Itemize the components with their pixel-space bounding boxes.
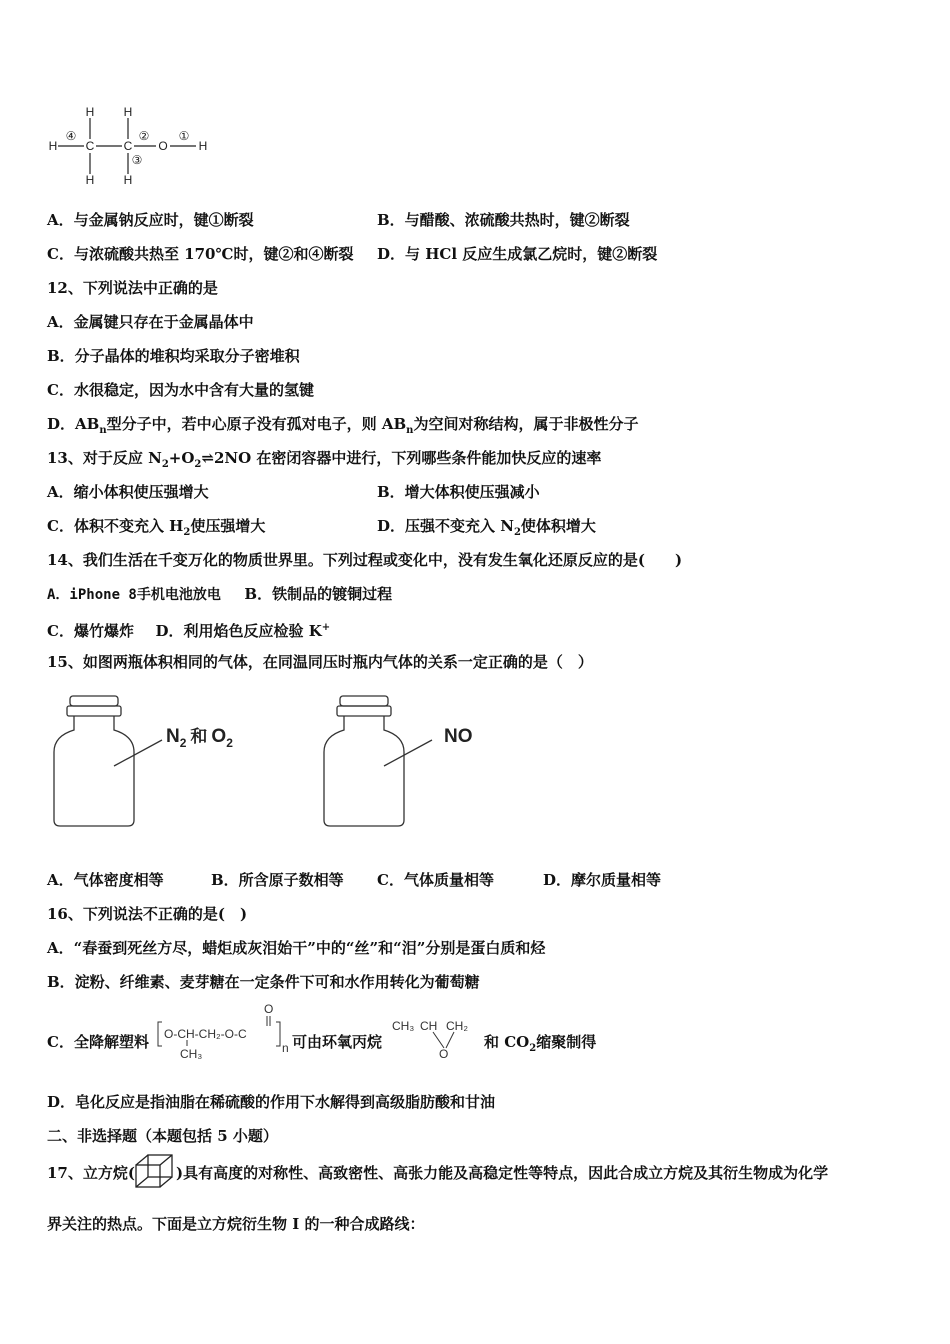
section-2-heading: 二、非选择题（本题包括 5 小题） (47, 1127, 278, 1145)
epoxide-o: O (439, 1047, 449, 1060)
q12-d-mid: 型分子中，若中心原子没有孤对电子，则 AB (106, 415, 407, 433)
q16-option-a: A．“春蚕到死丝方尽，蜡炬成灰泪始干”中的“丝”和“泪”分别是蛋白质和烃 (47, 939, 546, 957)
q17-stem-post: )具有高度的对称性、高致密性、高张力能及高稳定性等特点，因此合成立方烷及其衍生物成为化学 (176, 1164, 829, 1182)
q12-option-d (47, 414, 638, 441)
atom-c1: C (85, 139, 95, 153)
q13-d-post: 使体积增大 (520, 517, 596, 535)
gas-bottle-no (320, 694, 500, 834)
q12-option-b: B．分子晶体的堆积均采取分子密堆积 (47, 347, 300, 365)
q13-option-a: A．缩小体积使压强增大 (47, 483, 209, 501)
atom-h-top2: H (123, 105, 133, 119)
q12-option-a: A．金属键只存在于金属晶体中 (47, 313, 254, 331)
q13-stem-post: ⇌2NO 在密闭容器中进行，下列哪些条件能加快反应的速率 (201, 449, 602, 467)
q14-option-a: A．iPhone 8手机电池放电 (47, 587, 221, 603)
bond-label-3: ③ (131, 153, 143, 167)
q16-c-co: 和 CO (484, 1033, 530, 1051)
q15-stem: 15、如图两瓶体积相同的气体，在同温同压时瓶内气体的关系一定正确的是（ ） (47, 653, 593, 671)
polymer-chain: O-CH-CH₂-O-C (164, 1027, 247, 1041)
cubane-icon (132, 1151, 178, 1191)
q16-option-c-post (484, 1032, 596, 1059)
q13-option-c (47, 516, 265, 543)
q16-option-c-mid: 可由环氧丙烷 (292, 1033, 383, 1051)
q14-d-sup: + (321, 622, 331, 633)
atom-h-top1: H (85, 105, 95, 119)
q16-c-end: 缩聚制得 (536, 1033, 597, 1051)
atom-h-bottom1: H (85, 173, 95, 186)
q16-stem: 16、下列说法不正确的是( ) (47, 905, 248, 923)
q15-option-b: B．所含原子数相等 (211, 871, 344, 889)
q16-c-co-sub: 2 (529, 1043, 537, 1054)
bond-label-2: ② (138, 129, 150, 143)
epoxide-ch: CH (420, 1019, 438, 1033)
epoxide-ch3: CH₃ (392, 1019, 415, 1033)
q16-option-d: D．皂化反应是指油脂在稀硫酸的作用下水解得到高级脂肪酸和甘油 (47, 1093, 496, 1111)
polymer-structure-figure (156, 1002, 296, 1062)
q14-option-b: B．铁制品的镀铜过程 (244, 585, 393, 603)
epoxide-structure-figure (392, 1014, 484, 1060)
q15-option-d: D．摩尔质量相等 (543, 871, 662, 889)
q12-d-pre: D．AB (47, 415, 100, 433)
bond-label-4: ④ (65, 129, 77, 143)
q14-d-text: D．利用焰色反应检验 K (155, 622, 322, 640)
q13-sub-n2: 2 (161, 459, 169, 470)
q14-options-row1 (47, 584, 392, 605)
ethanol-structure-figure (44, 104, 224, 186)
q14-options-row2 (47, 618, 330, 641)
gas-bottle-n2-o2 (50, 694, 270, 834)
q16-option-b: B．淀粉、纤维素、麦芽糖在一定条件下可和水作用转化为葡萄糖 (47, 973, 480, 991)
q13-d-sub: 2 (513, 527, 521, 538)
atom-c2: C (123, 139, 133, 153)
q13-option-d (377, 516, 596, 543)
q13-stem-mid: +O (168, 449, 195, 467)
bottle2-label: NO (444, 726, 473, 747)
q12-d-n1: n (99, 425, 107, 436)
atom-h-right: H (198, 139, 208, 153)
q13-stem-pre: 13、对于反应 N (47, 449, 162, 467)
q14-stem: 14、我们生活在千变万化的物质世界里。下列过程或变化中，没有发生氧化还原反应的是( ) (47, 551, 683, 569)
q13-c-post: 使压强增大 (190, 517, 266, 535)
q12-stem: 12、下列说法中正确的是 (47, 279, 218, 297)
q11-option-b: B．与醋酸、浓硫酸共热时，键②断裂 (377, 211, 630, 229)
q15-option-c: C．气体质量相等 (377, 871, 494, 889)
atom-h-bottom2: H (123, 173, 133, 186)
q17-line2: 界关注的热点。下面是立方烷衍生物 I 的一种合成路线： (47, 1215, 425, 1233)
q11-option-a: A．与金属钠反应时，键①断裂 (47, 211, 254, 229)
q11-option-d: D．与 HCl 反应生成氯乙烷时，键②断裂 (377, 245, 658, 263)
q14-option-d (156, 622, 331, 640)
q11-option-c: C．与浓硫酸共热至 170℃时，键②和④断裂 (47, 245, 354, 263)
q12-d-n2: n (406, 425, 414, 436)
atom-h-left: H (48, 139, 58, 153)
bottle1-label: $N_2$ 和 $O_2$ (166, 726, 233, 750)
q12-option-c: C．水很稳定，因为水中含有大量的氢键 (47, 381, 314, 399)
bond-label-1: ① (178, 129, 190, 143)
q13-c-sub: 2 (183, 527, 191, 538)
q13-c-pre: C．体积不变充入 H (47, 517, 184, 535)
epoxide-ch2: CH₂ (446, 1019, 468, 1033)
polymer-carbonyl-o: O (264, 1002, 274, 1016)
q13-stem (47, 448, 601, 475)
polymer-ch3: CH₃ (180, 1047, 203, 1061)
q16-option-c-label: C．全降解塑料 (47, 1033, 149, 1051)
q12-d-post: 为空间对称结构，属于非极性分子 (413, 415, 639, 433)
polymer-n: n (282, 1041, 289, 1055)
q13-d-pre: D．压强不变充入 N (377, 517, 514, 535)
q14-option-c: C．爆竹爆炸 (47, 622, 134, 640)
q17-stem-pre: 17、立方烷( (47, 1164, 135, 1182)
q15-option-a: A．气体密度相等 (47, 871, 164, 889)
q13-sub-o2: 2 (194, 459, 202, 470)
atom-o: O (158, 139, 168, 153)
q13-option-b: B．增大体积使压强减小 (377, 483, 540, 501)
